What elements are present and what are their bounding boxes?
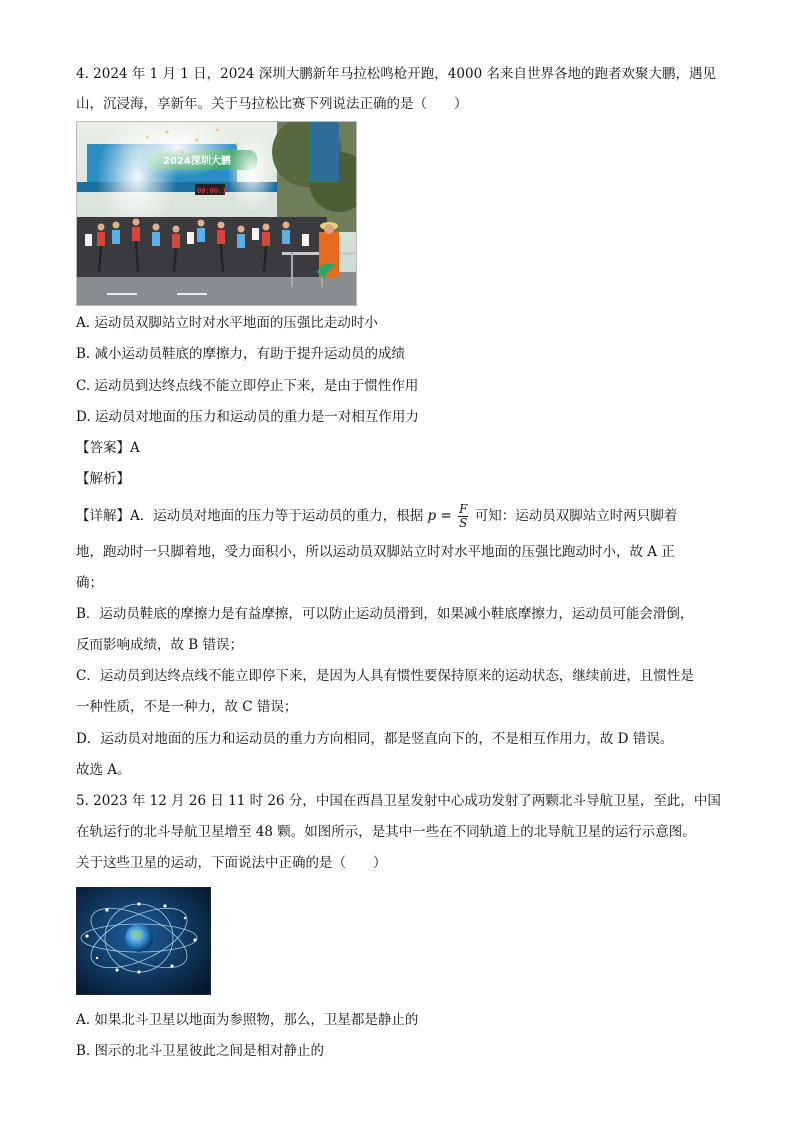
formula-numerator: F bbox=[459, 502, 468, 516]
q5-option-b: B. 图示的北斗卫星彼此之间是相对静止的 bbox=[76, 1043, 325, 1059]
q5-stem-line-2: 在轨运行的北斗导航卫星增至 48 颗。如图所示，是其中一些在不同轨道上的北导航卫星的运行示意图。 bbox=[76, 824, 696, 840]
q5-stem-line-3: 关于这些卫星的运动，下面说法中正确的是（ ） bbox=[76, 855, 387, 871]
q4-stem-line-2: 山，沉浸海，享新年。关于马拉松比赛下列说法正确的是（ ） bbox=[76, 96, 468, 112]
satellite-orbit-figure bbox=[76, 887, 211, 995]
q5-option-a: A. 如果北斗卫星以地面为参照物，那么，卫星都是静止的 bbox=[76, 1012, 419, 1028]
q4-stem-line-1: 4. 2024 年 1 月 1 日，2024 深圳大鹏新年马拉松鸣枪开跑，4000 名来自世界各地的跑者欢聚大鹏，遇见 bbox=[76, 66, 716, 82]
marathon-photo bbox=[76, 121, 357, 306]
q4-detail-line-2: 地，跑动时一只脚着地，受力面积小，所以运动员双脚站立时对水平地面的压强比跑动时小，故 A 正 bbox=[76, 544, 675, 560]
svg-text:00:00:1: 00:00:1 bbox=[197, 187, 227, 195]
q4-answer: 【答案】A bbox=[76, 440, 140, 456]
formula-denominator: S bbox=[459, 516, 468, 530]
q4-detail-line-6: C．运动员到达终点线不能立即停下来，是因为人具有惯性要保持原来的运动状态，继续前进，且惯性是 bbox=[76, 668, 694, 684]
q4-detail-line-1 bbox=[76, 502, 677, 530]
formula-fraction bbox=[458, 503, 468, 530]
q4-conclusion: 故选 A。 bbox=[76, 762, 131, 778]
q4-detail-line-3: 确； bbox=[76, 575, 103, 591]
q4-option-c: C. 运动员到达终点线不能立即停止下来，是由于惯性作用 bbox=[76, 378, 419, 394]
q4-detail-line-8: D．运动员对地面的压力和运动员的重力方向相同，都是竖直向下的，不是相互作用力，故 D 错误。 bbox=[76, 731, 674, 747]
q4-detail-line-4: B．运动员鞋底的摩擦力是有益摩擦，可以防止运动员滑到，如果减小鞋底摩擦力，运动员可能会滑倒， bbox=[76, 606, 694, 622]
q4-detail-line-7: 一种性质，不是一种力，故 C 错误； bbox=[76, 699, 298, 715]
q4-option-b: B. 减小运动员鞋底的摩擦力，有助于提升运动员的成绩 bbox=[76, 346, 406, 362]
q4-analysis-label: 【解析】 bbox=[76, 471, 130, 487]
q4-option-d: D. 运动员对地面的压力和运动员的重力是一对相互作用力 bbox=[76, 409, 419, 425]
q4-detail-suffix: 可知：运动员双脚站立时两只脚着 bbox=[474, 508, 678, 524]
formula-p: p bbox=[427, 508, 437, 524]
q5-stem-line-1: 5. 2023 年 12 月 26 日 11 时 26 分，中国在西昌卫星发射中心成功发射了两颗北斗导航卫星，至此，中国 bbox=[76, 793, 721, 809]
formula-eq: = bbox=[440, 508, 452, 524]
q4-detail-prefix: 【详解】A．运动员对地面的压力等于运动员的重力，根据 bbox=[76, 508, 424, 524]
q4-detail-line-5: 反而影响成绩，故 B 错误； bbox=[76, 637, 244, 653]
q4-option-a: A. 运动员双脚站立时对水平地面的压强比走动时小 bbox=[76, 315, 378, 331]
